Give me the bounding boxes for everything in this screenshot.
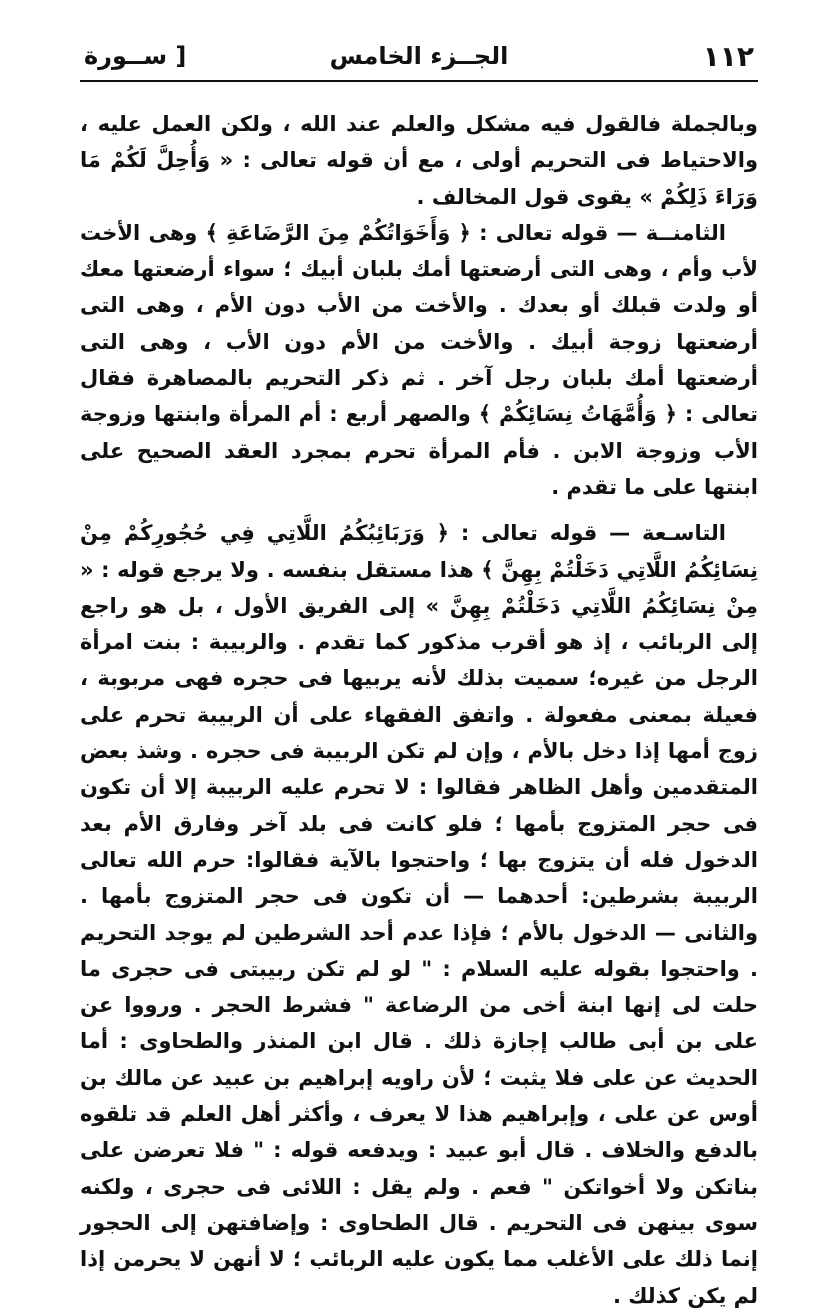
paragraph-eighth-issue: الثامنــة — قوله تعالى : ﴿ وَأَخَوَاتُكُمْ مِنَ الرَّضَاعَةِ ﴾ وهى الأخت لأب وأم ، وهى التى أرضعتها أمك بلبان أبيك ؛ سواء أرضعتها معك أو ولدت قبلك أو بعدك . والأخت من الأب دون الأم ، وهى التى أرضعتها زوجة أبيك . والأخت من الأم دون الأب ، وهى التى أرضعتها أمك بلبان رجل آخر . ثم ذكر التحريم بالمصاهرة فقال تعالى : ﴿ وَأُمَّهَاتُ نِسَائِكُمْ ﴾ والصهر أربع : أم المرأة وابنتها وزوجة الأب وزوجة الابن . فأم المرأة تحرم بمجرد العقد الصحيح على ابنتها على ما تقدم . xyxy=(80,220,758,499)
surah-label: [ ســورة xyxy=(84,42,187,70)
paragraph-conclusion: وبالجملة فالقول فيه مشكل والعلم عند الله ، ولكن العمل عليه ، والاحتياط فى التحريم أولى ، مع أن قوله تعالى : « وَأُحِلَّ لَكُمْ مَا وَرَاءَ ذَلِكُمْ » يقوى قول المخالف . xyxy=(80,112,758,209)
page-number: ١١٢ xyxy=(702,40,754,73)
page-header xyxy=(84,34,754,84)
page-body xyxy=(80,106,758,1314)
header-divider xyxy=(80,80,758,82)
paragraph-ninth-issue: التاسـعة — قوله تعالى : ﴿ وَرَبَائِبُكُمُ اللَّاتِي فِي حُجُورِكُمْ مِنْ نِسَائِكُمُ اللَّاتِي دَخَلْتُمْ بِهِنَّ ﴾ هذا مستقل بنفسه . ولا يرجع قوله : « مِنْ نِسَائِكُمُ اللَّاتِي دَخَلْتُمْ بِهِنَّ » إلى الفريق الأول ، بل هو راجع إلى الربائب ، إذ هو أقرب مذكور كما تقدم . والربيبة : بنت امرأة الرجل من غيره؛ سميت بذلك لأنه يربيها فى حجره فهى مربوبة ، فعيلة بمعنى مفعولة . واتفق الفقهاء على أن الربيبة تحرم على زوج أمها إذا دخل بالأم ، وإن لم تكن الربيبة فى حجره . وشذ بعض المتقدمين وأهل الظاهر فقالوا : لا تحرم عليه الربيبة إلا أن تكون فى حجر المتزوج بأمها ؛ فلو كانت فى بلد آخر وفارق الأم بعد الدخول فله أن يتزوج بها ؛ واحتجوا بالآية فقالوا: حرم الله تعالى الربيبة بشرطين: أحدهما — أن تكون فى حجر المتزوج بأمها . والثانى — الدخول بالأم ؛ فإذا عدم أحد الشرطين لم يوجد التحريم . واحتجوا بقوله عليه السلام : " لو لم تكن ربيبتى فى حجرى ما حلت لى إنها ابنة أخى من الرضاعة " فشرط الحجر . ورووا عن على بن أبى طالب إجازة ذلك . قال ابن المنذر والطحاوى : أما الحديث عن على فلا يثبت ؛ لأن راويه إبراهيم بن عبيد عن مالك بن أوس عن على ، وإبراهيم هذا لا يعرف ، وأكثر أهل العلم قد تلقوه بالدفع والخلاف . قال أبو عبيد : ويدفعه قوله : " فلا تعرضن على بناتكن ولا أخواتكن " فعم . ولم يقل : اللائى فى حجرى ، ولكنه سوى بينهن فى التحريم . قال الطحاوى : وإضافتهن إلى الحجور إنما ذلك على الأغلب مما يكون عليه الربائب ؛ لا أنهن لا يحرمن إذا لم يكن كذلك . xyxy=(80,521,758,1308)
running-title: الجــزء الخامس xyxy=(329,42,509,70)
